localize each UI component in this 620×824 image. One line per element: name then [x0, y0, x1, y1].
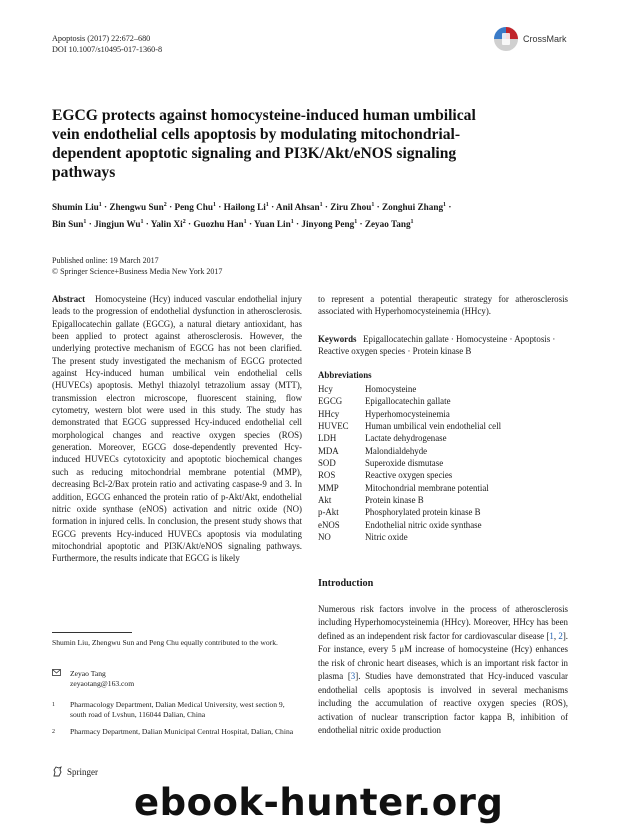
footnote-rule	[52, 632, 132, 633]
abbreviation-row	[318, 482, 501, 494]
abbreviation-definition: Superoxide dismutase	[365, 458, 444, 469]
abbreviation-row	[318, 457, 501, 469]
abbreviations-table	[318, 383, 501, 543]
abbreviation-definition: Reactive oxygen species	[365, 470, 453, 481]
abbreviation-definition: Human umbilical vein endothelial cell	[365, 421, 502, 432]
abbreviation-row	[318, 506, 501, 518]
abbreviation-definition: Phosphorylated protein kinase B	[365, 507, 481, 518]
contact-email[interactable]: zeyaotang@163.com	[70, 679, 135, 689]
keywords-text: Epigallocatechin gallate · Homocysteine · Apoptosis · Reactive oxygen species · Protein kinase B	[318, 334, 556, 357]
abbreviation-term: eNOS	[318, 519, 340, 530]
affiliation-text: Pharmacology Department, Dalian Medical University, west section 9, south road of Lvshun, 116044 Dalian, China	[70, 700, 285, 720]
watermark: ebook-hunter.org	[134, 781, 504, 824]
abbreviation-term: LDH	[318, 433, 337, 444]
copyright: © Springer Science+Business Media New York 2017	[52, 266, 223, 276]
keywords	[318, 333, 568, 358]
abbreviation-term: NO	[318, 532, 331, 543]
abbreviation-row	[318, 383, 501, 395]
abbreviation-term: ROS	[318, 470, 336, 481]
abbreviation-definition: Nitric oxide	[365, 532, 408, 543]
affiliation-text: Pharmacy Department, Dalian Municipal Central Hospital, Dalian, China	[70, 727, 294, 736]
affiliation-1	[52, 700, 297, 721]
abbreviation-term: SOD	[318, 458, 336, 469]
abbreviation-row	[318, 420, 501, 432]
keywords-label: Keywords	[318, 334, 357, 344]
abbreviation-definition: Mitochondrial membrane potential	[365, 482, 489, 493]
abbreviation-term: HHcy	[318, 408, 340, 419]
springer-horse-icon	[52, 766, 63, 777]
corresponding-author	[52, 669, 297, 690]
contact-name: Zeyao Tang	[70, 669, 106, 678]
abbreviation-term: HUVEC	[318, 421, 349, 432]
abbreviation-term: Akt	[318, 495, 332, 506]
abbreviation-definition: Malondialdehyde	[365, 445, 428, 456]
abbreviation-definition: Protein kinase B	[365, 495, 424, 506]
affiliation-2	[52, 727, 297, 737]
equal-contribution-note: Shumin Liu, Zhengwu Sun and Peng Chu equally contributed to the work.	[52, 638, 278, 647]
abbreviation-definition: Hyperhomocysteinemia	[365, 408, 450, 419]
abbreviation-row	[318, 445, 501, 457]
abbreviation-term: EGCG	[318, 396, 343, 407]
abbreviation-definition: Endothelial nitric oxide synthase	[365, 519, 482, 530]
author-list: Shumin Liu$^1$ · Zhengwu Sun$^2$ · Peng Chu$^1$ · Hailong $Li^1$ · Anil Ahsan$^1$ · Ziru Zhou$^1$ · Zonghui Zhang$^1$ · Bin Sun$^1$ · Jingjun $Wu^1$ · Yalin $Xi^2$ · Guozhu Han$^1$ · Yuan Lin$^1$ · Jinyong Peng$^1$ · Zeyao Tang$^1$	[52, 202, 452, 229]
introduction-text: Numerous risk factors involve in the process of atherosclerosis including Hyperhomocysteinemia (HHcy). Moreover, HHcy has been defined as an independent risk factor for cardiovascular disease [1, 2]. For instance, every 5 μM increase of homocysteine (Hcy) enhances the risk of chronic heart diseases, which is an important risk factor in plasma [3]. Studies have demonstrated that Hcy-induced vascular endothelial cells apoptosis is involved in several mechanisms including the accumulation of reactive oxygen species (ROS), activation of nuclear transcription factor kappa B, inhibition of endothelial nitric oxide production	[318, 604, 568, 736]
abbreviation-term: MDA	[318, 445, 339, 456]
crossmark-label: CrossMark	[523, 34, 567, 44]
abstract	[52, 293, 302, 565]
journal-citation: Apoptosis (2017) 22:672–680	[52, 34, 151, 43]
abbreviation-row	[318, 494, 501, 506]
abbreviation-row	[318, 519, 501, 531]
abstract-continuation: to represent a potential therapeutic strategy for atherosclerosis associated with Hyperhomocysteinemia (HHcy).	[318, 294, 568, 317]
abbreviations-title: Abbreviations	[318, 370, 372, 380]
abstract-text: Homocysteine (Hcy) induced vascular endothelial injury leads to the progression of endothelial dysfunction in atherosclerosis. Epigallocatechin gallate (EGCG), a natural dietary antioxidant, has been applied to protect against atherosclerosis. However, the underlying protective mechanism of EGCG has not been clarified. The present study investigated the mechanism of EGCG protected against Hcy-induced human umbilical vein endothelial cells (HUVECs) apoptosis. Methyl thiazolyl tetrazolium assay (MTT), transmission electron microscope, fluorescent staining, flow cytometry, western blot were used in this study. The study has demonstrated that EGCG suppressed Hcy-induced endothelial cell morphological changes and reactive oxygen species (ROS) generation. Moreover, EGCG dose-dependently prevented Hcy-induced HUVECs cytotoxicity and apoptotic biochemical changes such as reducing mitochondrial membrane potential (MMP), decreasing Bcl-2/Bax protein ratio and activating caspase-9 and 3. In addition, EGCG enhanced the protein ratio of p-Akt/Akt, endothelial nitric oxide synthase (eNOS) activation and nitric oxide (NO) formation in injured cells. In conclusion, the present study shows that EGCG prevents Hcy-induced HUVECs apoptosis via modulating mitochondrial apoptotic and PI3K/Akt/eNOS signaling pathways. Furthermore, the results indicate that EGCG is likely	[52, 294, 302, 564]
affiliation-number: 2	[52, 729, 55, 735]
abbreviation-row	[318, 408, 501, 420]
abbreviation-definition: Homocysteine	[365, 384, 417, 394]
envelope-icon	[52, 669, 70, 679]
journal-header	[52, 33, 162, 55]
article-title: EGCG protects against homocysteine-induced human umbilical vein endothelial cells apoptosis by modulating mitochondrial-dependent apoptotic signaling and PI3K/Akt/eNOS signaling pathways	[52, 107, 476, 181]
doi[interactable]: DOI 10.1007/s10495-017-1360-8	[52, 45, 163, 54]
publication-info	[52, 256, 222, 277]
abbreviation-row	[318, 469, 501, 481]
crossmark-badge[interactable]	[493, 26, 567, 52]
publisher-name: Springer	[67, 766, 98, 777]
introduction-heading: Introduction	[318, 578, 374, 589]
publisher-logo	[52, 766, 98, 777]
abbreviation-row	[318, 432, 501, 444]
abbreviation-term: Hcy	[318, 384, 333, 394]
abbreviation-row	[318, 531, 501, 543]
crossmark-icon	[493, 26, 519, 52]
published-date: Published online: 19 March 2017	[52, 256, 159, 265]
abbreviation-definition: Lactate dehydrogenase	[365, 433, 447, 444]
abbreviation-definition: Epigallocatechin gallate	[365, 396, 451, 407]
abstract-label: Abstract	[52, 294, 86, 304]
abbreviation-row	[318, 395, 501, 407]
affiliation-number: 1	[52, 702, 55, 708]
abbreviation-term: p-Akt	[318, 507, 339, 518]
abbreviation-term: MMP	[318, 482, 339, 493]
